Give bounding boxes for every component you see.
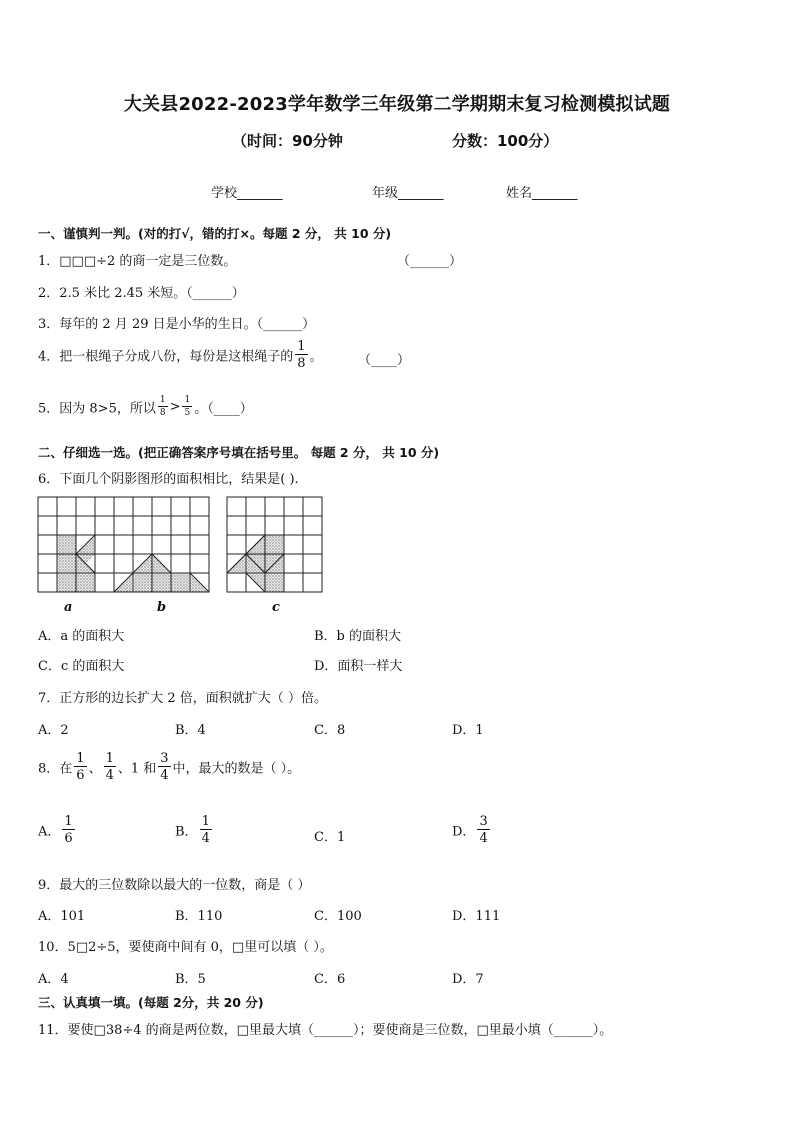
q6-option-b[interactable]: B．b 的面积大 [314,629,402,644]
fraction-denominator: 4 [105,768,114,783]
fraction-denominator: 8 [297,356,306,371]
fraction-numerator: 1 [105,751,114,766]
exam-time: （时间：90分钟 [232,132,343,150]
q9-option-c[interactable]: C．100 [314,909,362,924]
question-5-post: 。（____） [194,401,253,417]
q8-option-b[interactable] [175,815,214,845]
q9-option-d[interactable]: D．111 [452,909,501,924]
question-1: 1．□□□÷2 的商一定是三位数。 [38,254,237,269]
question-8 [38,752,300,782]
question-2: 2．2.5 米比 2.45 米短。（______） [38,286,245,301]
grade-field[interactable]: 年级_______ [372,186,444,201]
page-title: 大关县2022-2023学年数学三年级第二学期期末复习检测模拟试题 [123,94,671,115]
fraction-denominator: 8 [159,408,166,418]
fraction-numerator: 1 [76,751,85,766]
section1-heading: 一、谨慎判一判。(对的打√，错的打×。每题 2 分， 共 10 分) [38,226,392,241]
q8-option-d[interactable] [452,815,492,845]
fraction-denominator: 6 [64,831,73,846]
q8-option-c[interactable]: C．1 [314,830,346,845]
q6-option-d[interactable]: D．面积一样大 [314,659,403,674]
figure-b-label: b [157,600,167,615]
q6-option-c[interactable]: C．c 的面积大 [38,659,125,674]
fraction [62,815,74,845]
fraction [200,815,212,845]
fraction-numerator: 1 [184,395,191,405]
q9-option-b[interactable]: B．110 [175,909,223,924]
fraction-denominator: 6 [76,768,85,783]
question-11: 11．要使□38÷4 的商是两位数，□里最大填（______）；要使商是三位数，□里最小填（______）。 [38,1023,613,1038]
fraction [295,340,307,370]
fraction-denominator: 4 [479,831,488,846]
figure-c [227,497,322,592]
figure-a-label: a [64,600,73,615]
fraction [104,752,116,782]
q10-option-d[interactable]: D．7 [452,972,484,987]
separator: 、1 和 [117,761,157,777]
fraction [158,396,168,418]
fraction-denominator: 4 [201,831,210,846]
question-6-figures [36,495,336,595]
question-9: 9．最大的三位数除以最大的一位数，商是（ ） [38,878,311,893]
q10-option-a[interactable]: A．4 [38,972,69,987]
question-5-text: 5．因为 8>5，所以 [38,401,156,417]
question-6: 6．下面几个阴影图形的面积相比，结果是( ). [38,472,299,487]
exam-score: 分数：100分） [452,132,559,150]
question-8-post: 中，最大的数是（ ）。 [172,761,301,777]
fraction [477,815,489,845]
question-7: 7．正方形的边长扩大 2 倍，面积就扩大（ ）倍。 [38,691,327,706]
question-3: 3．每年的 2 月 29 日是小华的生日。（______） [38,317,316,332]
school-field[interactable]: 学校_______ [211,186,283,201]
section2-heading: 二、仔细选一选。(把正确答案序号填在括号里。 每题 2 分， 共 10 分) [38,445,440,460]
q7-option-b[interactable]: B．4 [175,723,206,738]
figure-a [38,497,114,592]
fraction-numerator: 1 [201,814,210,829]
fraction-numerator: 3 [479,814,488,829]
question-4-post: 。 [309,349,323,365]
section3-heading: 三、认真填一填。(每题 2分，共 20 分) [38,995,264,1010]
q10-option-b[interactable]: B．5 [175,972,206,987]
q7-option-d[interactable]: D．1 [452,723,484,738]
question-4-blank[interactable]: （____） [358,353,411,368]
figure-b [114,497,209,592]
figure-c-label: c [272,600,280,615]
greater-than-sign: > [169,399,181,415]
fraction-numerator: 1 [297,339,306,354]
question-1-blank[interactable]: （______） [397,254,463,269]
name-field[interactable]: 姓名_______ [506,186,578,201]
option-letter: A． [38,824,61,840]
fraction-numerator: 1 [64,814,73,829]
question-10: 10．5□2÷5，要使商中间有 0，□里可以填（ ）。 [38,940,333,955]
fraction-numerator: 1 [159,395,166,405]
fraction [74,752,86,782]
fraction-numerator: 3 [160,751,169,766]
question-4-text: 4．把一根绳子分成八份，每份是这根绳子的 [38,349,294,365]
q7-option-c[interactable]: C．8 [314,723,346,738]
question-5 [38,396,253,418]
option-letter: B． [175,824,198,840]
q9-option-a[interactable]: A．101 [38,909,86,924]
fraction [158,752,170,782]
q8-option-a[interactable] [38,815,77,845]
q7-option-a[interactable]: A．2 [38,723,69,738]
question-8-text: 8．在 [38,761,73,777]
fraction-denominator: 4 [160,768,169,783]
question-4 [38,340,323,370]
q10-option-c[interactable]: C．6 [314,972,346,987]
separator: 、 [88,761,102,777]
q6-option-a[interactable]: A．a 的面积大 [38,629,125,644]
fraction [182,396,192,418]
option-letter: D． [452,824,476,840]
fraction-denominator: 5 [184,408,191,418]
